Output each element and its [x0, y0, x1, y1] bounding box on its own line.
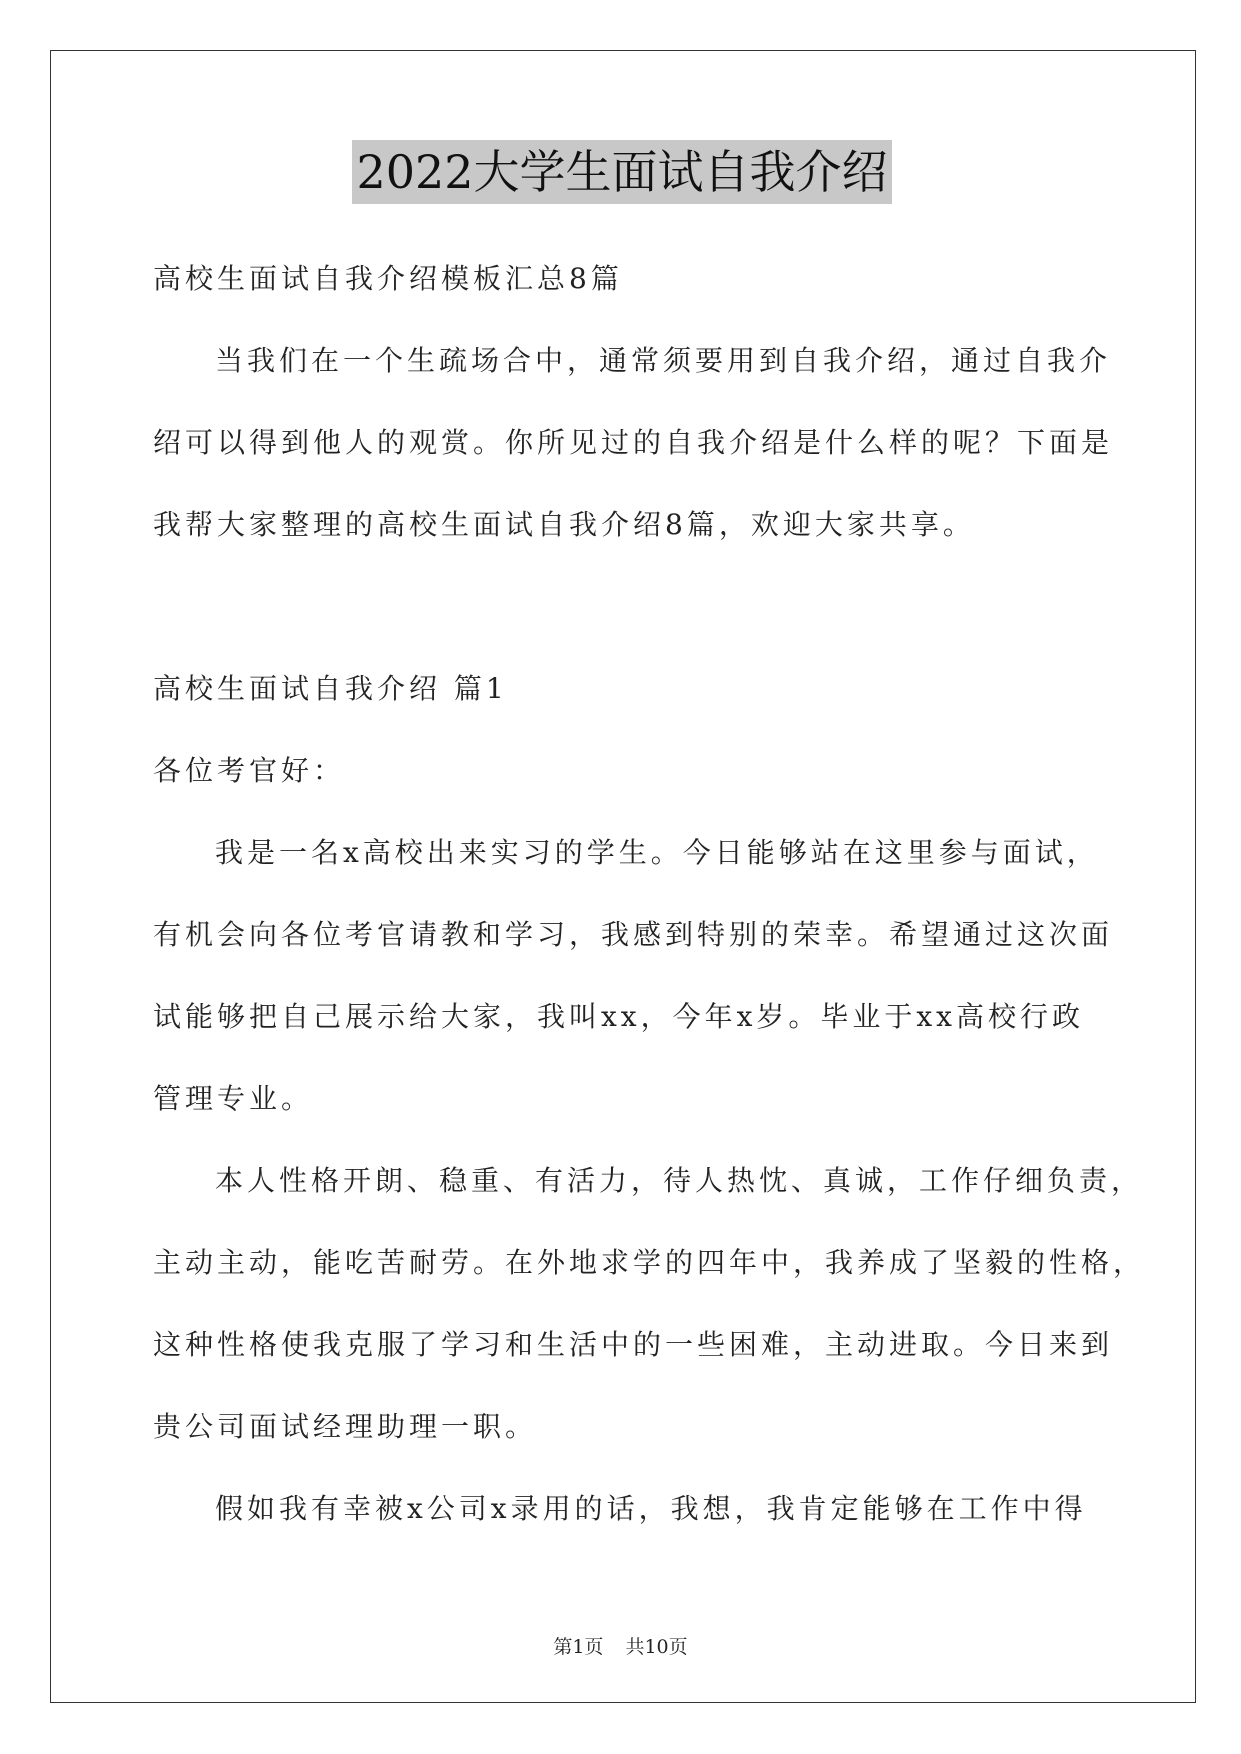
paragraph-line: 贵公司面试经理助理一职。	[153, 1410, 538, 1443]
page-footer	[0, 1632, 1241, 1659]
paragraph-line: 有机会向各位考官请教和学习，我感到特别的荣幸。希望通过这次面	[153, 918, 1114, 951]
paragraph-line: 本人性格开朗、稳重、有活力，待人热忱、真诚，工作仔细负责，	[215, 1164, 1144, 1197]
paragraph-line: 这种性格使我克服了学习和生活中的一些困难，主动进取。今日来到	[153, 1328, 1114, 1361]
section-heading: 高校生面试自我介绍 篇1	[153, 672, 508, 705]
document-body	[153, 140, 1146, 1550]
page-number-current: 第1页	[553, 1636, 604, 1658]
page-number-total: 共10页	[625, 1636, 688, 1658]
paragraph-line: 假如我有幸被x公司x录用的话，我想，我肯定能够在工作中得	[215, 1492, 1087, 1525]
greeting-line: 各位考官好：	[153, 754, 346, 787]
paragraph-line: 主动主动，能吃苦耐劳。在外地求学的四年中，我养成了坚毅的性格，	[153, 1246, 1146, 1279]
paragraph-line: 绍可以得到他人的观赏。你所见过的自我介绍是什么样的呢？下面是	[153, 426, 1114, 459]
spacer	[153, 566, 1103, 648]
paragraph-line: 管理专业。	[153, 1082, 314, 1115]
subtitle-line: 高校生面试自我介绍模板汇总8篇	[153, 262, 623, 295]
paragraph-line: 我是一名x高校出来实习的学生。今日能够站在这里参与面试，	[215, 836, 1099, 869]
document-title: 2022大学生面试自我介绍	[352, 140, 891, 204]
paragraph-line: 我帮大家整理的高校生面试自我介绍8篇，欢迎大家共享。	[153, 508, 975, 541]
paragraph-line: 试能够把自己展示给大家，我叫xx，今年x岁。毕业于xx高校行政	[153, 1000, 1084, 1033]
title-wrapper	[141, 140, 1103, 204]
paragraph-line: 当我们在一个生疏场合中，通常须要用到自我介绍，通过自我介	[215, 344, 1112, 377]
